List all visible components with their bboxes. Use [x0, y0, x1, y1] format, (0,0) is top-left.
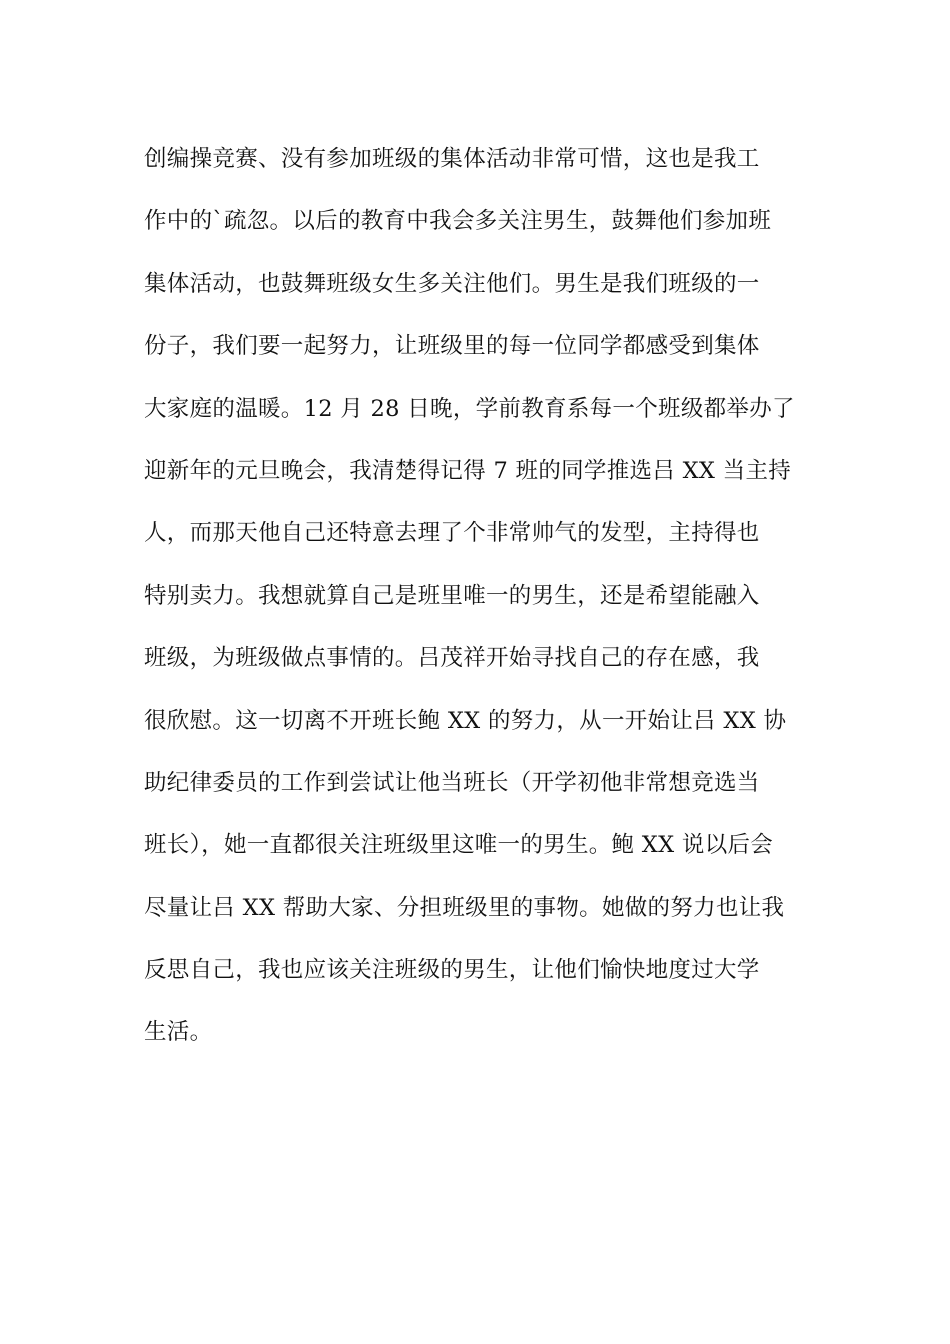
text-line-12: 班长），她一直都很关注班级里这唯一的男生。鲍 XX 说以后会: [144, 832, 774, 859]
text-line-2: 作中的`疏忽。以后的教育中我会多关注男生，鼓舞他们参加班: [144, 208, 772, 235]
text-line-8: 特别卖力。我想就算自己是班里唯一的男生，还是希望能融入: [144, 582, 760, 609]
body-paragraph: [144, 128, 824, 1064]
text-line-5: 大家庭的温暖。12 月 28 日晚，学前教育系每一个班级都举办了: [144, 395, 795, 422]
text-line-6: 迎新年的元旦晚会，我清楚得记得 7 班的同学推选吕 XX 当主持: [144, 457, 792, 484]
text-line-10: 很欣慰。这一切离不开班长鲍 XX 的努力，从一开始让吕 XX 协: [144, 707, 787, 734]
text-line-4: 份子，我们要一起努力，让班级里的每一位同学都感受到集体: [144, 333, 760, 360]
text-line-13: 尽量让吕 XX 帮助大家、分担班级里的事物。她做的努力也让我: [144, 894, 785, 921]
text-line-11: 助纪律委员的工作到尝试让他当班长（开学初他非常想竞选当: [144, 769, 760, 796]
text-line-9: 班级，为班级做点事情的。吕茂祥开始寻找自己的存在感，我: [144, 645, 760, 672]
text-line-1: 创编操竞赛、没有参加班级的集体活动非常可惜，这也是我工: [144, 146, 760, 172]
text-line-3: 集体活动，也鼓舞班级女生多关注他们。男生是我们班级的一: [144, 270, 760, 297]
text-line-15: 生活。: [144, 1019, 213, 1046]
text-line-7: 人，而那天他自己还特意去理了个非常帅气的发型，主持得也: [144, 520, 760, 547]
text-line-14: 反思自己，我也应该关注班级的男生，让他们愉快地度过大学: [144, 957, 760, 984]
